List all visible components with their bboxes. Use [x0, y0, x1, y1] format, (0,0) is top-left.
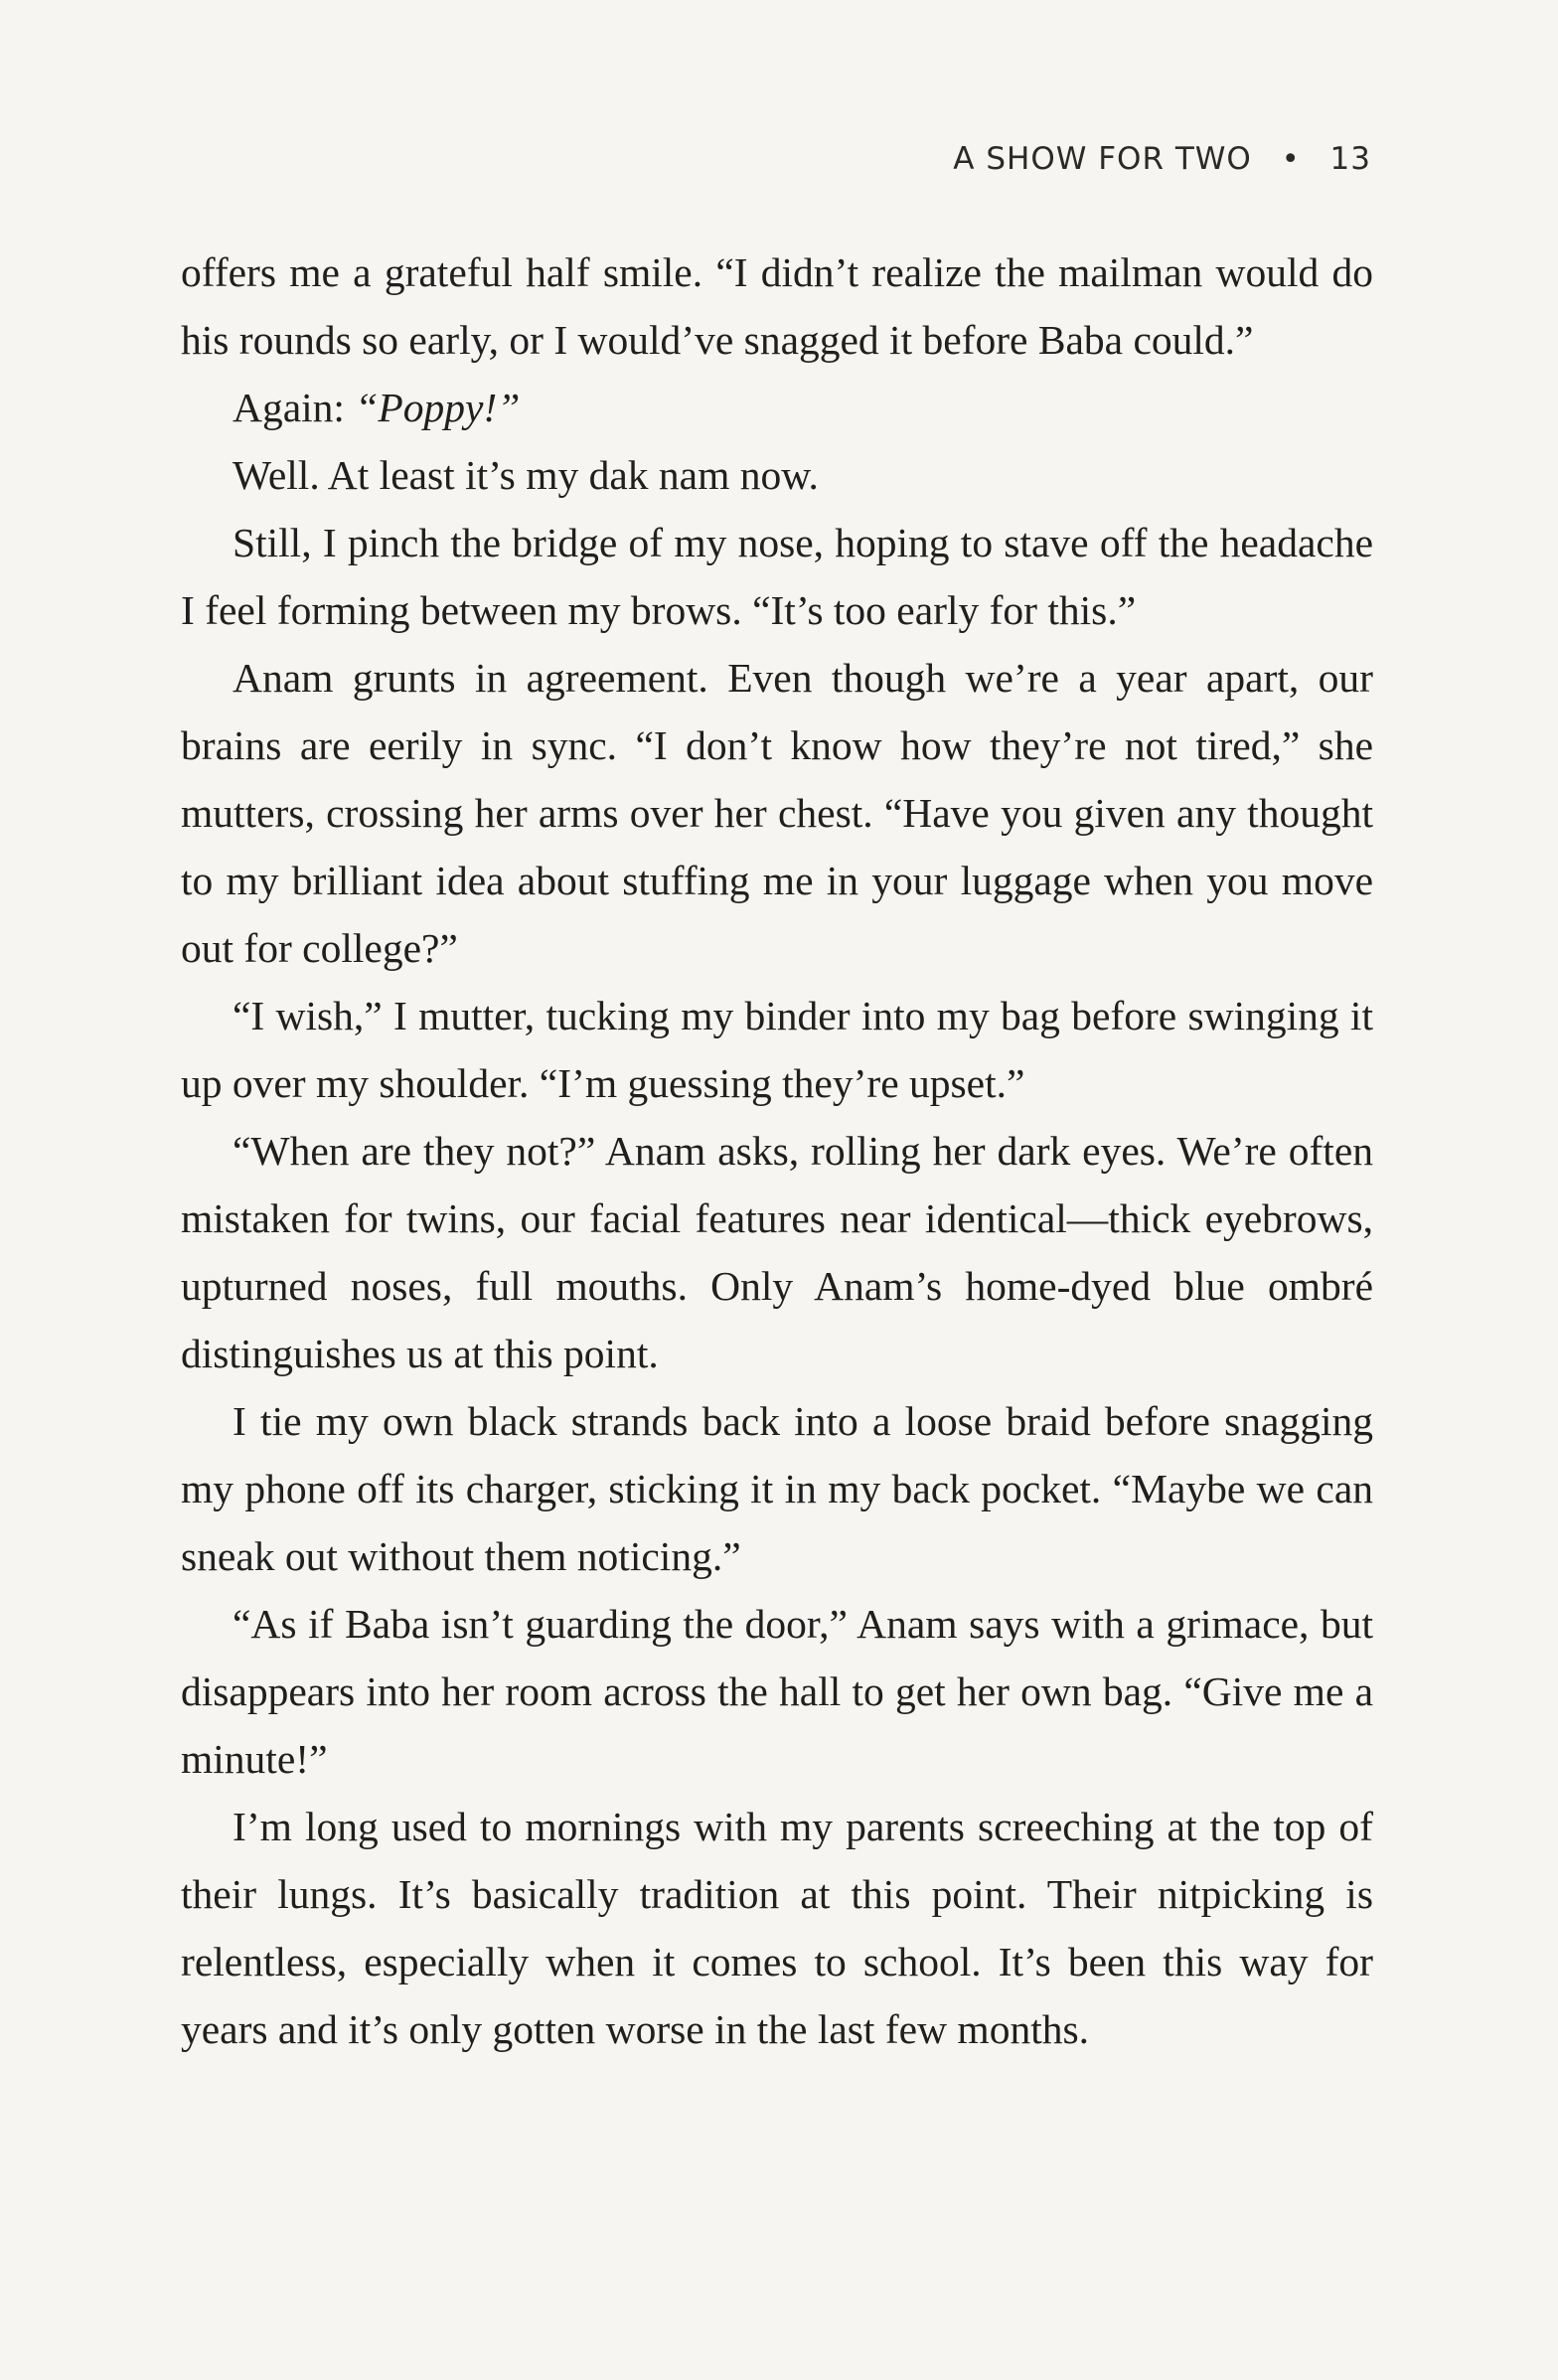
running-header	[953, 141, 1371, 177]
italic-quote: “Poppy!”	[355, 385, 521, 430]
paragraph-9: “As if Baba isn’t guarding the door,” Anam says with a grimace, but disappears into her room across the hall to get her own bag. “Give me a minute!”	[181, 1601, 1373, 1782]
paragraph-7: “When are they not?” Anam asks, rolling her dark eyes. We’re often mistaken for twins, our facial features near identical—thick eyebrows, upturned noses, full mouths. Only Anam’s home-dyed blue ombré distinguishes us at this point.	[181, 1128, 1373, 1376]
paragraph-5: Anam grunts in agreement. Even though we’re a year apart, our brains are eerily in sync. “I don’t know how they’re not tired,” she mutters, crossing her arms over her chest. “Have you given any thought to my brilliant idea about stuffing me in your luggage when you move out for college?”	[181, 655, 1373, 971]
header-separator: •	[1281, 141, 1301, 177]
running-title: A SHOW FOR TWO	[953, 141, 1252, 177]
paragraph-6: “I wish,” I mutter, tucking my binder into my bag before swinging it up over my shoulder. “I’m guessing they’re upset.”	[181, 993, 1373, 1106]
paragraph-2-lead: Again:	[233, 385, 356, 430]
paragraph-4: Still, I pinch the bridge of my nose, hoping to stave off the headache I feel forming between my brows. “It’s too early for this.”	[181, 520, 1373, 633]
page-number: 13	[1329, 141, 1371, 177]
body-text	[181, 238, 1373, 2063]
paragraph-1: offers me a grateful half smile. “I didn’t realize the mailman would do his rounds so early, or I would’ve snagged it before Baba could.”	[181, 249, 1373, 363]
paragraph-8: I tie my own black strands back into a loose braid before snagging my phone off its charger, sticking it in my back pocket. “Maybe we can sneak out without them noticing.”	[181, 1398, 1373, 1579]
paragraph-10: I’m long used to mornings with my parents screeching at the top of their lungs. It’s basically tradition at this point. Their nitpicking is relentless, especially when it comes to school. It’s been this way for years and it’s only gotten worse in the last few months.	[181, 1804, 1373, 2052]
paragraph-3: Well. At least it’s my dak nam now.	[233, 452, 819, 498]
paragraph-2	[181, 374, 1373, 441]
